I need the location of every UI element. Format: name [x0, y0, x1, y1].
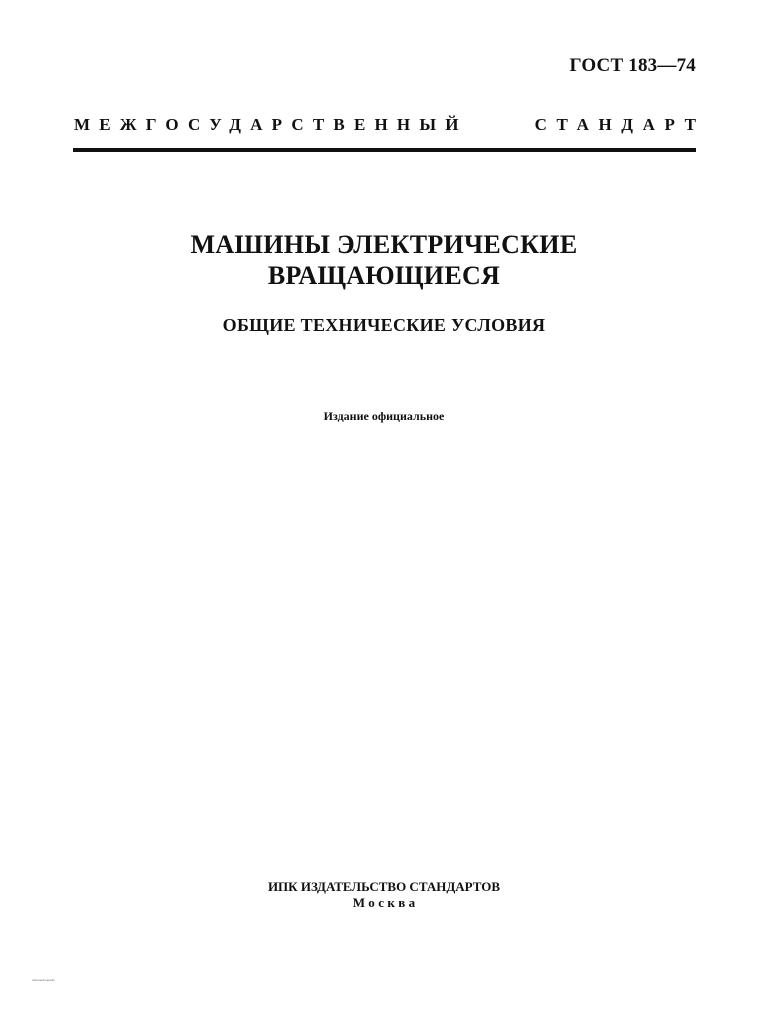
- document-subtitle: ОБЩИЕ ТЕХНИЧЕСКИЕ УСЛОВИЯ: [222, 315, 546, 335]
- document-title-line-1: МАШИНЫ ЭЛЕКТРИЧЕСКИЕ: [190, 230, 578, 259]
- title-block: [0, 229, 768, 336]
- publisher-city: Москва: [352, 895, 419, 910]
- edition-label: Издание официальное: [323, 409, 445, 423]
- header-standard: СТАНДАРТ: [534, 115, 706, 134]
- footer-mark: газетный шрифт: [32, 978, 55, 982]
- publisher-name: ИПК ИЗДАТЕЛЬСТВО СТАНДАРТОВ: [267, 879, 501, 894]
- gost-number: ГОСТ 183—74: [569, 55, 696, 76]
- header-interstate: МЕЖГОСУДАРСТВЕННЫЙ: [74, 115, 468, 134]
- document-title-line-2: ВРАЩАЮЩИЕСЯ: [267, 261, 501, 290]
- header-rule: [73, 148, 696, 152]
- standard-type-header: [74, 115, 706, 135]
- publisher-block: [0, 879, 768, 911]
